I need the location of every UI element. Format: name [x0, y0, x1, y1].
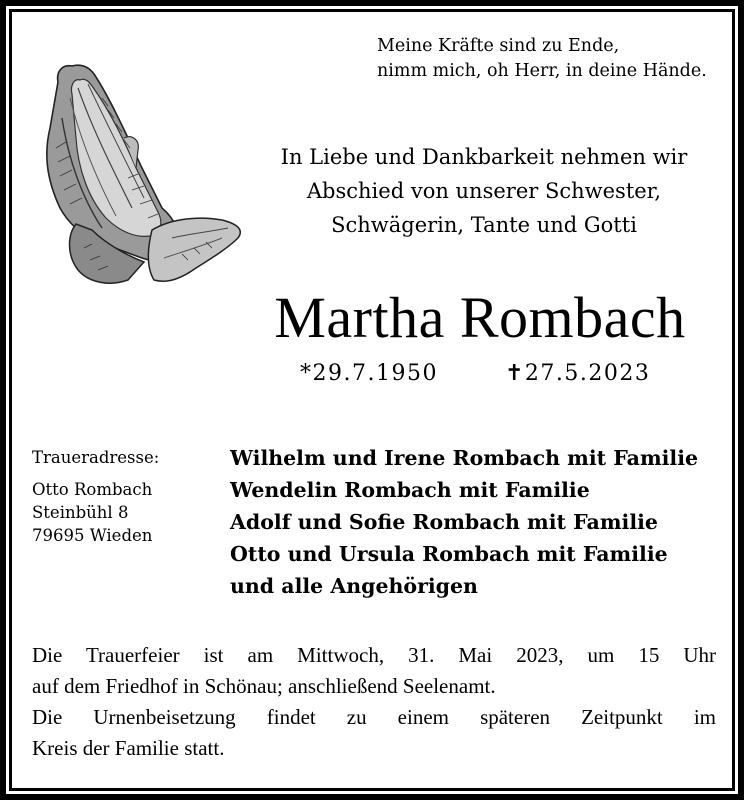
address-line: Steinbühl 8: [32, 503, 129, 522]
obituary-notice: [12, 12, 732, 788]
mourner-entry: und alle Angehörigen: [230, 574, 478, 598]
motto-line: nimm mich, oh Herr, in deine Hände.: [377, 61, 707, 81]
mourning-address: [32, 478, 152, 547]
address-line: 79695 Wieden: [32, 526, 153, 545]
birth-date: *29.7.1950: [300, 361, 438, 386]
mourner-entry: Adolf und Sofie Rombach mit Familie: [230, 510, 658, 534]
intro-line: In Liebe und Dankbarkeit nehmen wir: [280, 145, 688, 169]
motto-line: Meine Kräfte sind zu Ende,: [377, 36, 620, 56]
notice-line: auf dem Friedhof in Schönau; anschließend Seelenamt.: [32, 674, 496, 698]
notice-line: Die Urnenbeisetzung findet zu einem späteren Zeitpunkt im: [32, 705, 716, 729]
death-date: ✝27.5.2023: [505, 361, 651, 386]
mourning-address-label: Traueradresse:: [32, 448, 160, 467]
deceased-name: Martha Rombach: [274, 285, 686, 350]
intro-line: Abschied von unserer Schwester,: [306, 179, 662, 203]
praying-hands-icon: [32, 58, 254, 288]
intro-line: Schwägerin, Tante und Gotti: [331, 213, 637, 237]
notice-line: Die Trauerfeier ist am Mittwoch, 31. Mai 2023, um 15 Uhr: [32, 643, 716, 667]
mourner-entry: Wilhelm und Irene Rombach mit Familie: [230, 446, 699, 470]
intro-text: [236, 140, 732, 242]
motto-verse: [377, 34, 707, 84]
funeral-notice: [32, 640, 716, 764]
notice-line: Kreis der Familie statt.: [32, 736, 225, 760]
mourner-entry: Otto und Ursula Rombach mit Familie: [230, 542, 668, 566]
address-line: Otto Rombach: [32, 480, 153, 499]
mourners-list: [230, 442, 698, 602]
mourner-entry: Wendelin Rombach mit Familie: [230, 478, 590, 502]
